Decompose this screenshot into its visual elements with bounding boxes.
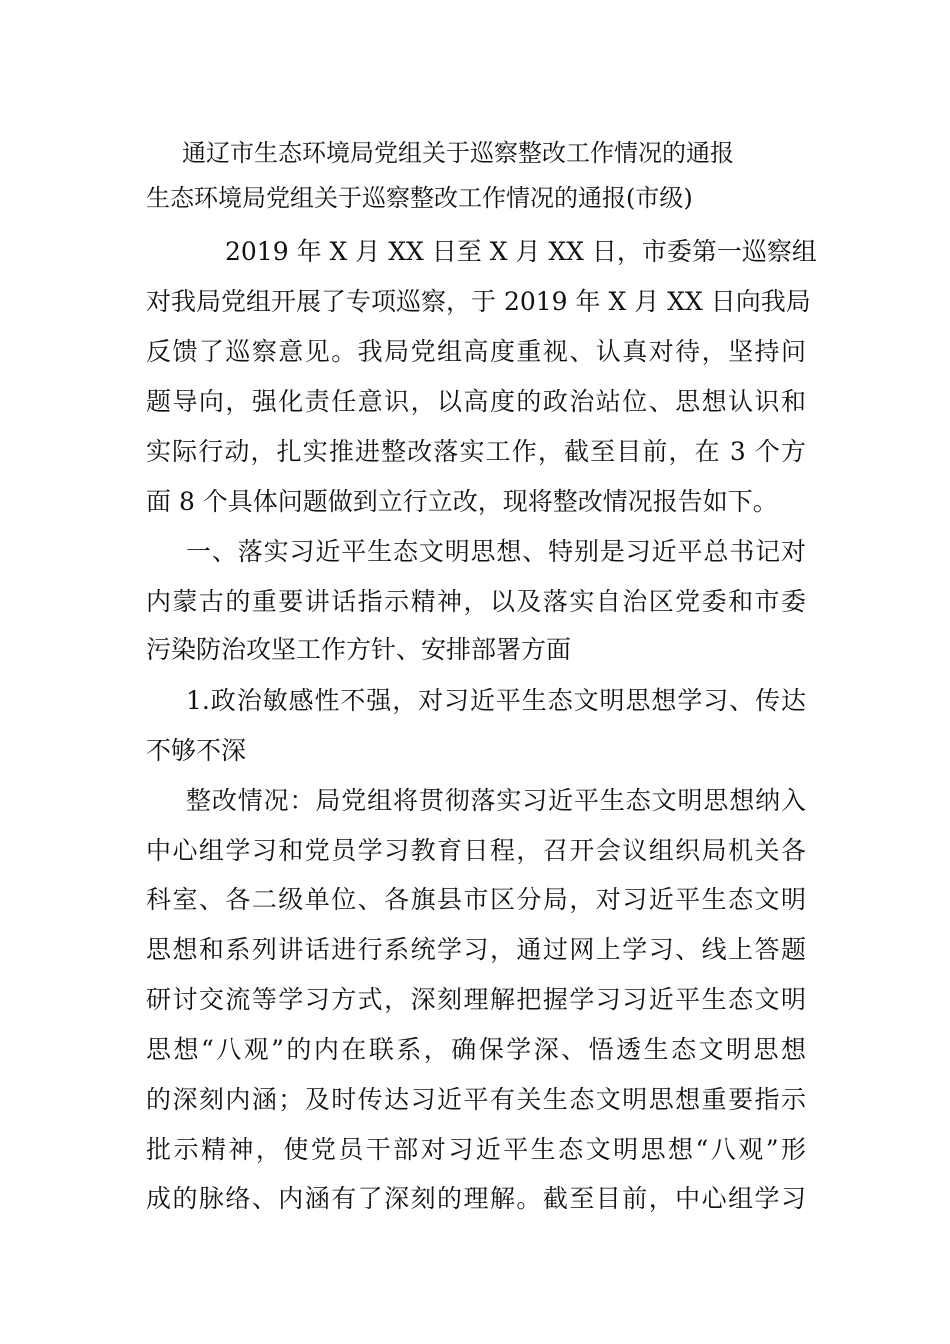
paragraph-line: 思想和系列讲话进行系统学习，通过网上学习、线上答题: [146, 935, 806, 964]
section-heading-line: 污染防治攻坚工作方针、安排部署方面: [146, 635, 572, 664]
paragraph-line: 的深刻内涵；及时传达习近平有关生态文明思想重要指示: [146, 1085, 806, 1114]
item-heading-line: 1.政治敏感性不强，对习近平生态文明思想学习、传达: [186, 686, 806, 715]
section-heading-line: 一、落实习近平生态文明思想、特别是习近平总书记对: [186, 537, 806, 566]
paragraph-line: 成的脉络、内涵有了深刻的理解。截至目前，中心组学习: [146, 1184, 806, 1213]
document-subtitle: 生态环境局党组关于巡察整改工作情况的通报(市级): [146, 184, 693, 212]
paragraph-line: 实际行动，扎实推进整改落实工作，截至目前，在 3 个方: [146, 437, 806, 466]
item-heading-line: 不够不深: [146, 736, 247, 765]
paragraph-line: 思想“八观”的内在联系，确保学深、悟透生态文明思想: [146, 1035, 806, 1064]
paragraph-line: 整改情况：局党组将贯彻落实习近平生态文明思想纳入: [186, 786, 806, 815]
document-title: 通辽市生态环境局党组关于巡察整改工作情况的通报: [182, 139, 734, 167]
section-heading-line: 内蒙古的重要讲话指示精神，以及落实自治区党委和市委: [146, 587, 806, 616]
paragraph-line: 对我局党组开展了专项巡察，于 2019 年 X 月 XX 日向我局: [146, 287, 811, 316]
paragraph-line: 批示精神，使党员干部对习近平生态文明思想“八观”形: [146, 1135, 806, 1164]
paragraph-line: 反馈了巡察意见。我局党组高度重视、认真对待，坚持问: [146, 337, 806, 366]
paragraph-line: 2019 年 X 月 XX 日至 X 月 XX 日，市委第一巡察组: [225, 237, 817, 266]
paragraph-line: 中心组学习和党员学习教育日程，召开会议组织局机关各: [146, 836, 806, 865]
paragraph-line: 科室、各二级单位、各旗县市区分局，对习近平生态文明: [146, 885, 806, 914]
paragraph-line: 研讨交流等学习方式，深刻理解把握学习习近平生态文明: [146, 985, 806, 1014]
paragraph-line: 面 8 个具体问题做到立行立改，现将整改情况报告如下。: [146, 487, 778, 516]
paragraph-line: 题导向，强化责任意识，以高度的政治站位、思想认识和: [146, 387, 806, 416]
